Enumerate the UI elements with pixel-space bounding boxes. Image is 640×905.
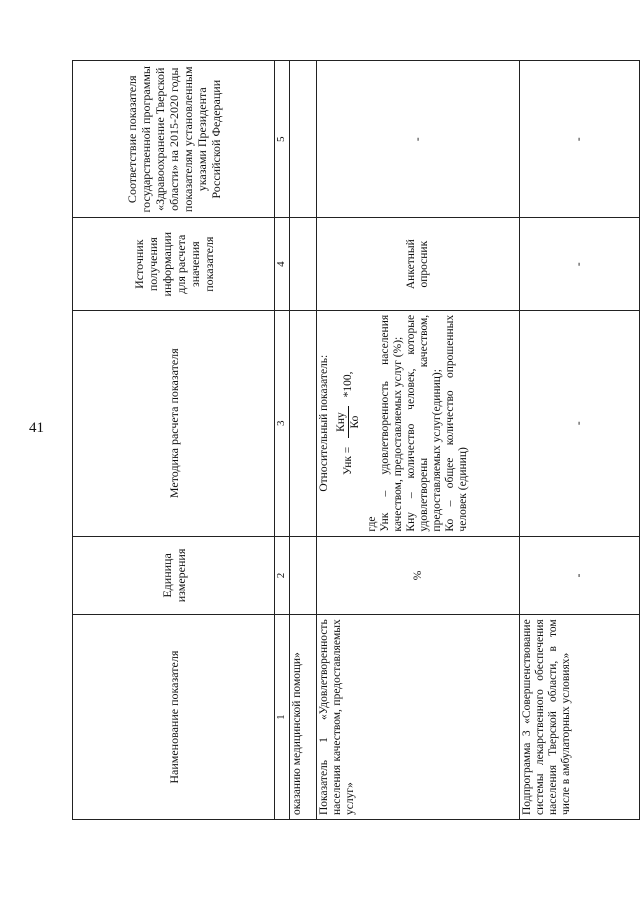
indicator-name: Показатель 1 «Удовлетворенность населения качеством, предоставляемых услуг» xyxy=(317,615,520,820)
unit-cell xyxy=(289,536,317,615)
col-number-4: 4 xyxy=(275,218,289,310)
header-match: Соответствие показателя государственной программы «Здравоохранение Тверской области» на 2015-2020 годы показателям установленным указами Президента Российской Федерации xyxy=(73,61,275,218)
method-cell: - xyxy=(520,310,640,536)
method-definition: Унк – удовлетворенность населения качеством, предоставляемых услуг (%); xyxy=(379,314,405,532)
formula-left: Унк = xyxy=(342,446,355,475)
table-row xyxy=(317,61,520,820)
header-row xyxy=(73,61,275,820)
header-source: Источник получения информации для расчета значения показателя xyxy=(73,218,275,310)
unit-cell: % xyxy=(317,536,520,615)
indicators-table xyxy=(72,60,640,820)
source-cell: - xyxy=(520,218,640,310)
header-name: Наименование показателя xyxy=(73,615,275,820)
source-cell xyxy=(289,218,317,310)
method-title: Относительный показатель: xyxy=(318,354,331,492)
table-row xyxy=(520,61,640,820)
method-cell xyxy=(289,310,317,536)
table-row xyxy=(289,61,317,820)
match-cell: - xyxy=(520,61,640,218)
method-definition: Кну – количество человек, которые удовлетворены качеством, предоставляемых услуг(единиц); xyxy=(405,314,444,532)
method-cell xyxy=(317,310,520,536)
col-number-3: 3 xyxy=(275,310,289,536)
formula xyxy=(335,315,362,532)
page-number: 41 xyxy=(29,420,44,436)
rotated-table-wrapper xyxy=(72,60,640,820)
formula-right: *100, xyxy=(342,371,355,398)
indicator-name: Подпрограмма 3 «Совершенствование системы лекарственного обеспечения населения Тверской области, в том числе в амбулаторных условиях» xyxy=(520,615,640,820)
column-number-row xyxy=(275,61,289,820)
col-number-5: 5 xyxy=(275,61,289,218)
formula-denominator: Ко xyxy=(349,415,362,429)
unit-cell: - xyxy=(520,536,640,615)
match-cell xyxy=(289,61,317,218)
source-cell: Анкетный опросник xyxy=(317,218,520,310)
formula-fraction xyxy=(335,406,362,438)
formula-numerator: Кну xyxy=(335,406,349,438)
header-method: Методика расчета показателя xyxy=(73,310,275,536)
method-where: где xyxy=(366,516,379,532)
col-number-2: 2 xyxy=(275,536,289,615)
col-number-1: 1 xyxy=(275,615,289,820)
header-unit: Единица измерения xyxy=(73,536,275,615)
match-cell: - xyxy=(317,61,520,218)
indicator-name: оказанию медицинской помощи» xyxy=(289,615,317,820)
method-definition: Ко – общее количество опрошенных человек (единиц) xyxy=(444,314,470,532)
